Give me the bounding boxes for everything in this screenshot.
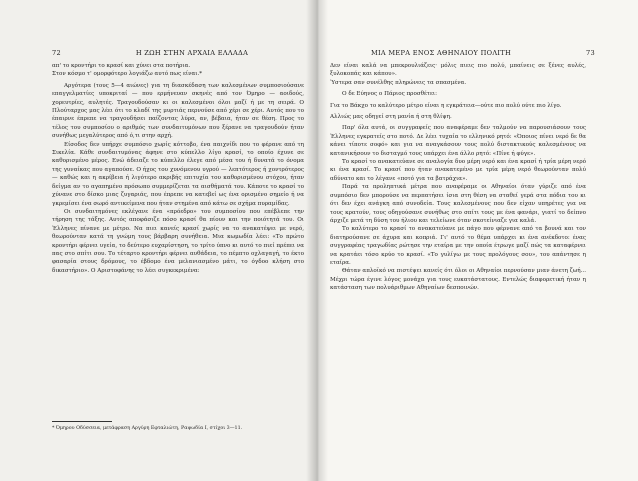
footnote-rule bbox=[52, 421, 112, 422]
right-paragraph-8: Παρά τα προληπτικά μέτρα που αναφέραμε οι Αθηναίοι όταν γύριζε από ένα συμπόσιο δεν μπορούσε να περπατήσει ίσια στη θέση να σταθεί γερά στα πόδια του κι ότι δεν έχει ανάγκη από συνοδεία. Τους καλεσμένους που δεν είχαν υπηρέτες για να τους κρατούν, τους οδηγούσανε συνήθως στο σπίτι τους με ένα φανάρι, γιατί το δείπνο άρχιζε μετά τη δύση του ήλιου και τελείωνε όταν σκοτείνιαζε για καλά. bbox=[330, 184, 586, 224]
right-paragraph-5: Αλλιώς μας οδηγεί στη μανία ή στη θλίψη. bbox=[330, 114, 452, 121]
left-paragraph-2: Στον κόσμο τ' ομορφότερο λογιάζω αυτό πως είναι.* bbox=[52, 71, 203, 78]
right-paragraph-4: Για το Βάκχο το καλύτερο μέτρο είναι η εγκράτεια—ούτε πιο πολύ ούτε πιο λίγο. bbox=[330, 102, 562, 109]
left-paragraph-3: Αργότερα (τους 5—4 αιώνες) για τη διασκέδαση των καλεσμένων συμποσιούσανε επαγγελματίες υποκριταί — που ερμήνευαν σκηνές από τον Όμηρο — αοιδούς, χορευτρίες, αυλητές. Τραγουδούσαν κι οι καλεσμένοι όλοι μαζί ή με τη σειρά. Ο Πλούταρχος μας λέει ότι το κλαδί της μυρτιάς περνούσε από χέρι σε χέρι. Αυτός που το έπαιρνε έπρεπε να τραγουδήσει παίζοντας λύρα, αν, βέβαια, ήταν σε θέση. Προς το τέλος του συμποσίου ο αριθμός των συνδαιτυμόνων που ξέρανε να τραγουδούν ήταν συνήθως μεγαλύτερος από ό,τι στην αρχή. bbox=[52, 82, 304, 140]
right-page-body bbox=[330, 62, 586, 293]
right-paragraph-10: Θάταν απλοϊκό να πιστέψει κανείς ότι όλοι οι Αθηναίοι περνούσαν μιαν άνετη ζωή... Μέχρι τώρα έγινε λόγος μονάχα για τους ευκατάστατους. Εντελώς διαφορετική ήταν η κατάσταση των πολυάριθμων Αθηναίων δεσποινών. bbox=[330, 268, 586, 292]
right-paragraph-7: Το κρασί το ανακατεύανε σε αναλογία δυο μέρη νερό και ένα κρασί ή τρία μέρη νερό κι ένα κρασί. Το κρασί που ήταν ανακατεμένο με τρία μέρη νερό θεωρούνταν πολύ αδύνατο και το λέγανε «ποτό για τα βατράχια». bbox=[330, 159, 586, 182]
left-paragraph-4: Είσοδος δεν υπήρχε συμπόσιο χωρίς κόττοβο, ένα παιχνίδι που το φέρανε από τη Σικελία. Κάθε συνδαιτυμόνας άφηνε στο κύπελλο λίγο κρασί, το οποίο έχυνε σε καθορισμένο μέρος. Ενώ άδειαζε το κύπελλο έλεγε από μέσα του ή δυνατά το όνομα της γυναίκας που αγαπούσε. Ο ήχος του χυνόμενου υγρού — λεπτότερος ή χοντρότερος — καθώς και η ακρίβεια ή λιγότερο ακριβής επιτυχία του καθορισμένου στόχου, ήταν δείγμα αν το αγαπημένο πρόσωπο συμμερίζεται τα αισθήματά του. Κάποτε το κρασί το χύνανε στο δίσκο μιας ζυγαριάς, που έπρεπε να κατεβεί ως ένα ορισμένο σημείο ή να γκρεμίσει ένα σωρό αντικείμενα που ήταν στημένα από κάτω σε σχήμα πυραμίδας. bbox=[52, 141, 304, 207]
right-page bbox=[316, 0, 638, 481]
right-paragraph-3: Ο δε Εύηνος ο Πάριος προσθέτει: bbox=[342, 91, 437, 98]
right-paragraph-6: Παρ' όλα αυτά, οι συγγραφείς που αναφέραμε δεν ταλμούν να παρουσιάσουν τους Έλληνες εγκρατείς στο ποτό. Δε λέει τυχαία το ελληνικό ρητό: «Όποιος πίνει νερό δε θα κάνει τίποτε σοφό» και για να αναγκάσουν τους πολύ διστακτικούς καλεσμένους να κατανικήσουν το δισταγμό τους υπάρχει ένα άλλο ρητό: «Πίνε ή φύγε». bbox=[330, 125, 586, 157]
right-running-head: ΜΙΑ ΜΕΡΑ ΕΝΟΣ ΑΘΗΝΑΙΟΥ ΠΟΛΙΤΗ bbox=[370, 49, 512, 57]
left-running-head: Η ΖΩΗ ΣΤΗΝ ΑΡΧΑΙΑ ΕΛΛΑΔΑ bbox=[135, 49, 249, 57]
right-paragraph-2: Ύστερα σαν συνέλθης πληρώνεις τα σπασμένα. bbox=[330, 79, 467, 86]
right-page-number: 73 bbox=[586, 49, 595, 57]
right-paragraph-9: Το καλύτερο το κρασί το ανακατεύανε με πάγο που φέρνανε από τα βουνά και τον διατηρούσανε σε άχυρα και κοπριά. Γι' αυτό το θέμα υπάρχει κι ένα ανέκδοτο: ένας συγγραφέας τραγωδίας ρώτησε την εταίρα με την οποία έτρωγε μαζί πώς τα καταφέρνει να κρατάει τόσο κρύο το κρασί. «Το γυλίγω με τους προλόγους σου», του απάντησε η εταίρα. bbox=[330, 226, 586, 266]
left-paragraph-1: απ' το κροντήρι το κρασί και χύνει στα ποτήρια. bbox=[52, 63, 191, 69]
right-paragraph-1: Δεν είναι καλά να μπεκρουλιάζεις· μόλις πιεις πιο πολύ, μπαίνεις σε ξένες αυλές, ξυλοκοπάς και κάπου». bbox=[330, 63, 586, 78]
left-paragraph-5: Οι συνδαιτημόνες εκλέγανε ένα «πρόεδρο» του συμποσίου που επέβλεπε την τήρηση της τάξης. Αυτός αποφάσιζε πόσο κρασί θα πίουν και την ποιότητά του. Οι Έλληνες πίνανε με μέτρο. Να πιει κανείς κρασί χωρίς να το ανακατέψει με νερό, θεωρούνταν κατά τη γνώμη τους βάρβαρη συνήθεια. Μια κωμωδία λέει: «Το πρώτο κροντήρι φέρνει υγεία, το δεύτερο ευχαρίστηση, το τρίτο ύπνο κι αυτό το πιεί πρέπει να πας στο σπίτι σου. Το τέταρτο κροντήρι φέρνει αυθάδεια, το πέμπτο οχλαγαγή, το έκτο φασαρία στους δρόμους, το έβδομο ένα μελανιασμένο μάτι, το όγδοο κλήση στο δικαστήριο». Ο Αριστοφάνης το λέει συγκεκριμένα: bbox=[52, 208, 304, 274]
left-page bbox=[0, 0, 316, 481]
left-page-number: 72 bbox=[52, 49, 61, 57]
footnote: * Όμηρου Οδύσσεια, μετάφραση Αργύρη Εφταλιώτη, Ραψωδία Ι, στίχοι 3—11. bbox=[52, 426, 243, 431]
left-page-body bbox=[52, 62, 304, 275]
